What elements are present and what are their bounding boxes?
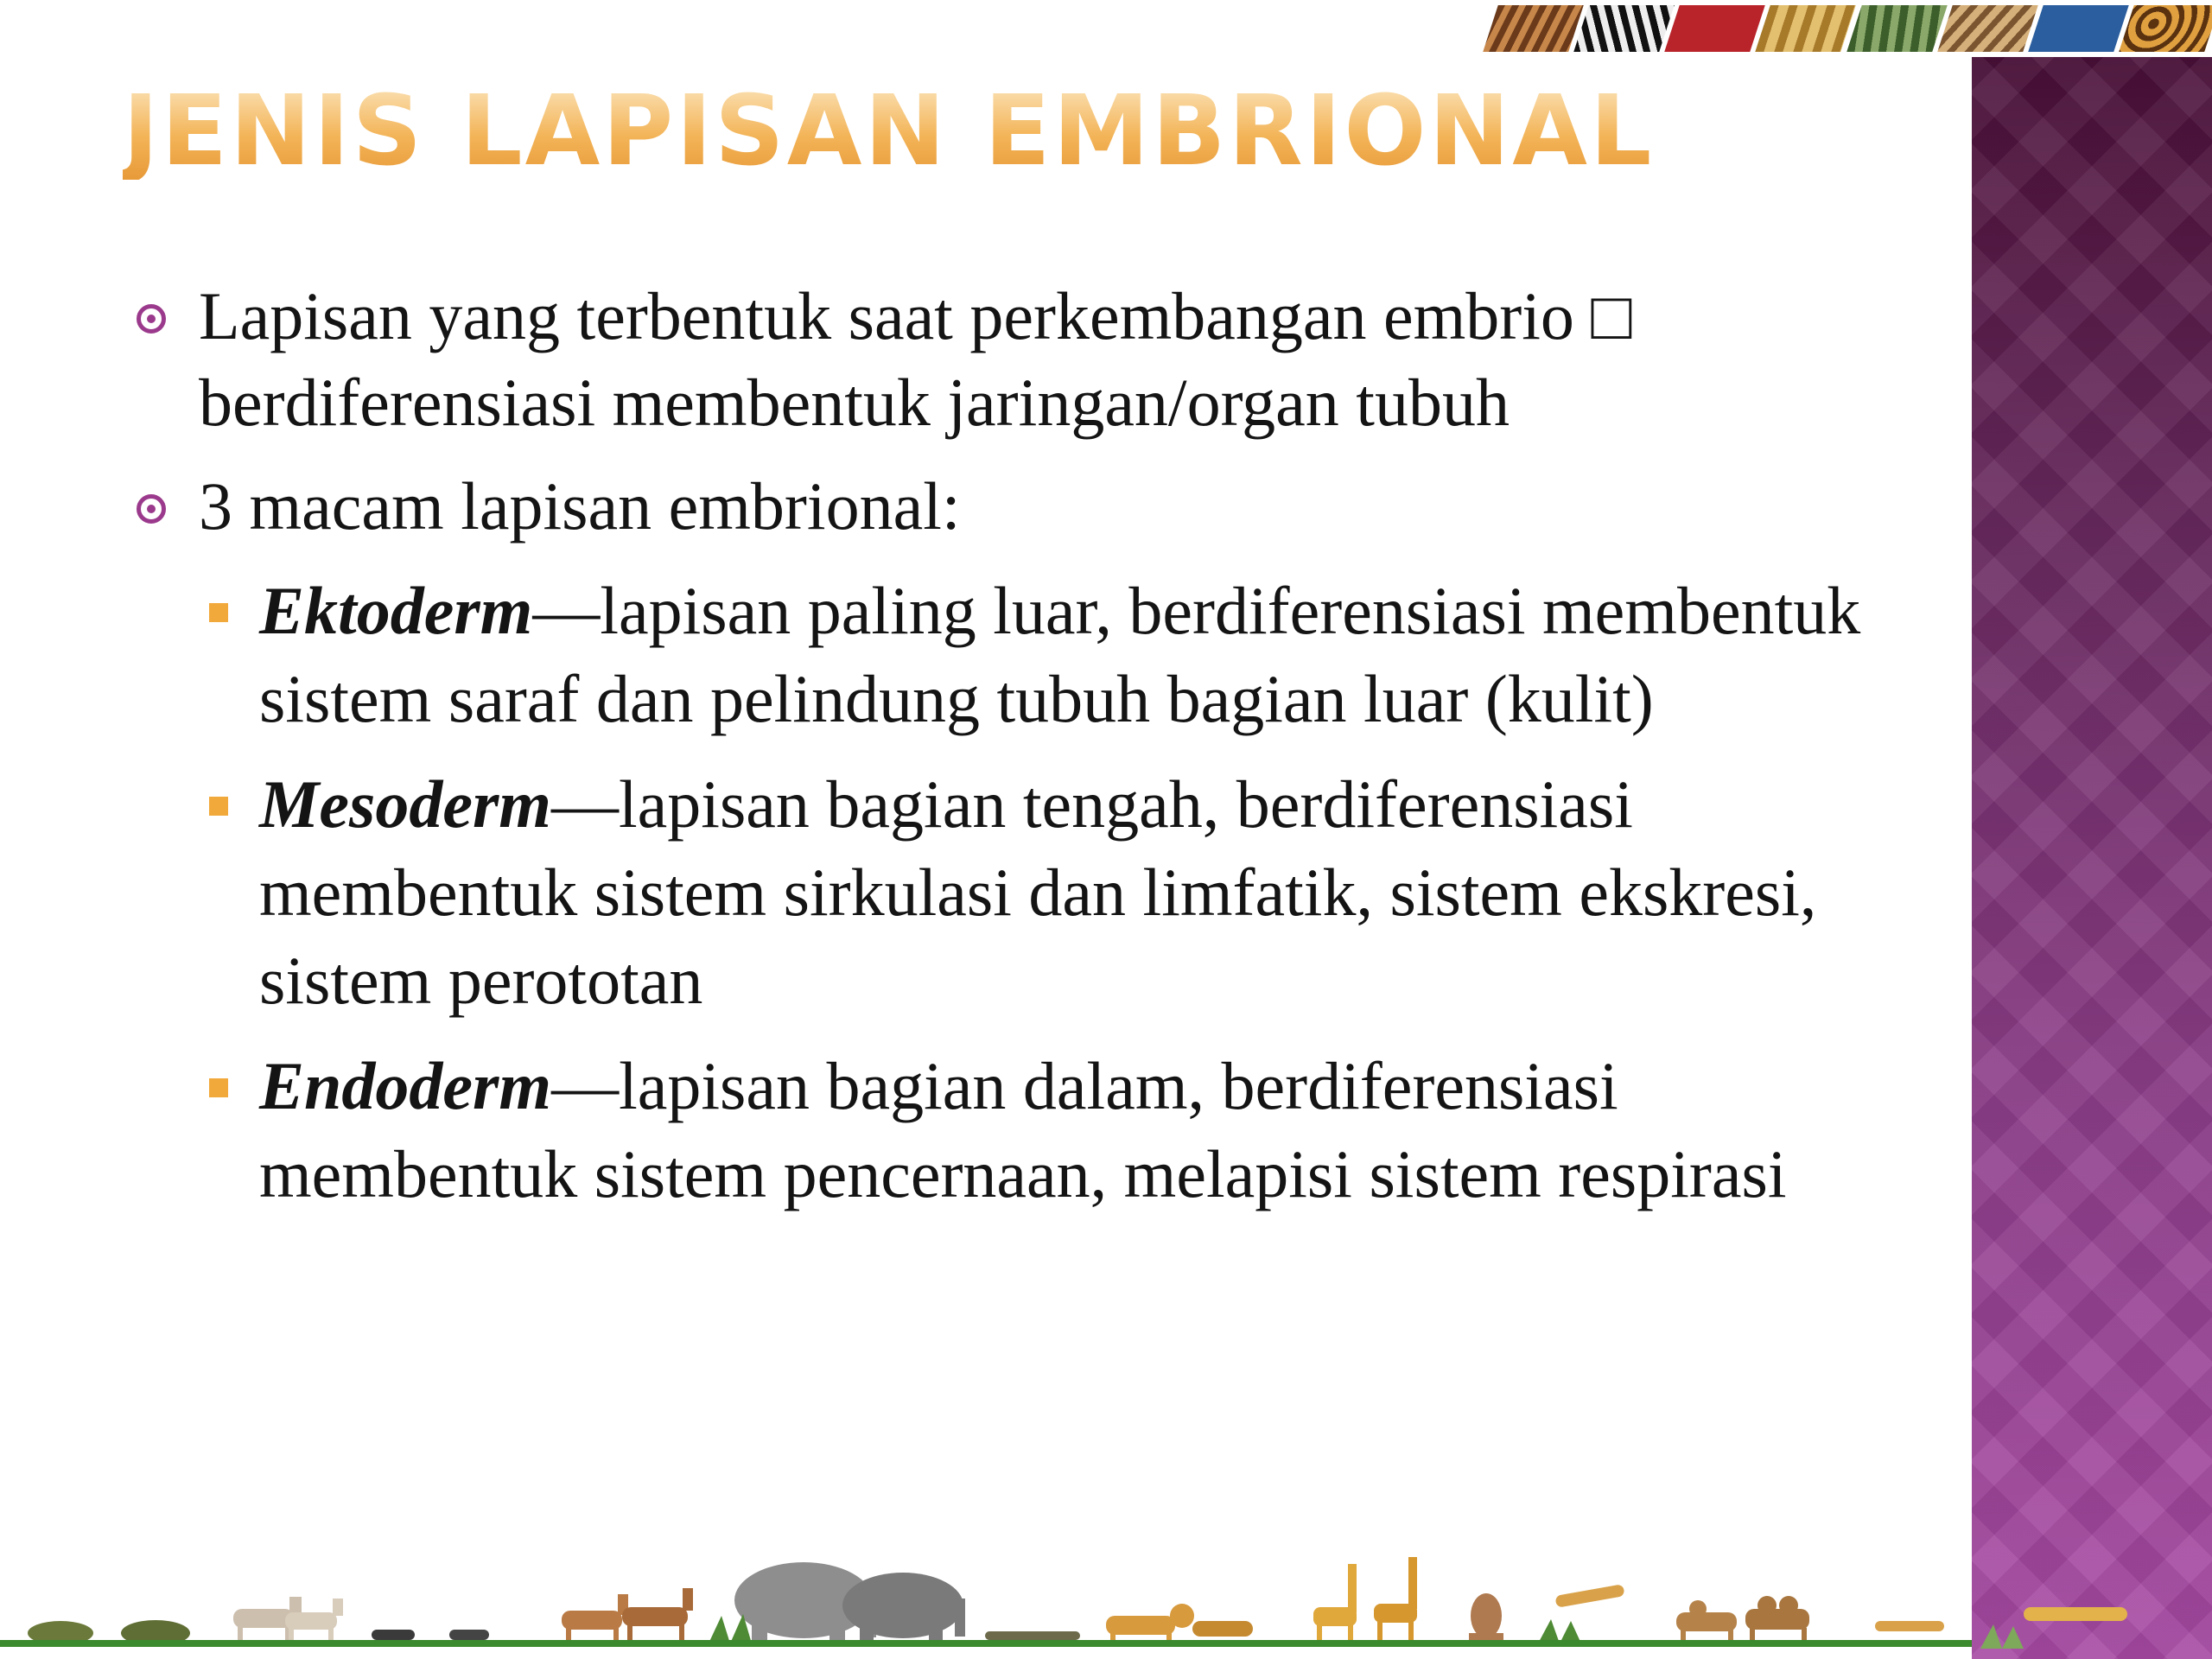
term-description: —lapisan paling luar, berdiferensiasi membentuk sistem saraf dan pelindung tubuh bagian luar (kulit): [259, 573, 1861, 736]
square-bullet-icon: [209, 603, 228, 622]
animal-print-tile: [1573, 5, 1675, 52]
cheetah-icon: [1875, 1621, 1944, 1631]
small-animal-icon: [372, 1630, 415, 1640]
animal-print-tile: [1937, 5, 2038, 52]
cheetah-icon: [1554, 1584, 1624, 1608]
sub-bullet-item-mesoderm: [130, 760, 1927, 1025]
elephant-icon: [842, 1573, 965, 1643]
animal-print-tile: [1664, 5, 1765, 52]
camel-icon: [1676, 1600, 1737, 1643]
lioness-icon: [1192, 1621, 1253, 1637]
bullet-text: 3 macam lapisan embrional:: [199, 468, 961, 543]
camel-icon: [1745, 1596, 1809, 1643]
animal-print-strip: [1491, 5, 2212, 52]
side-decorative-band: [1972, 57, 2212, 1659]
lion-icon: [1106, 1604, 1194, 1643]
ground-line: [0, 1640, 1972, 1647]
term-ektoderm: Ektoderm: [259, 573, 533, 648]
deer-icon: [622, 1588, 693, 1642]
kangaroo-icon: [1469, 1593, 1503, 1640]
term-description: —lapisan bagian tengah, berdiferensiasi membentuk sistem sirkulasi dan limfatik, sistem ekskresi, sistem perototan: [259, 766, 1817, 1018]
savanna-animals-decoration: [0, 1547, 1972, 1646]
animal-print-tile: [1756, 5, 1857, 52]
leopard-decoration: [1972, 1581, 2212, 1650]
term-description: —lapisan bagian dalam, berdiferensiasi membentuk sistem pencernaan, melapisi sistem respirasi: [259, 1048, 1787, 1211]
grass-icon: [1980, 1624, 2024, 1649]
circle-bullet-icon: [137, 494, 166, 524]
animal-print-tile: [2119, 5, 2212, 52]
sub-bullet-item-endoderm: [130, 1042, 1927, 1218]
square-bullet-icon: [209, 1078, 228, 1097]
slide-body: [130, 273, 1927, 1236]
circle-bullet-icon: [137, 304, 166, 334]
leopard-icon: [2024, 1607, 2127, 1621]
crocodile-icon: [985, 1631, 1080, 1640]
giraffe-icon: [1313, 1564, 1357, 1643]
small-animal-icon: [449, 1630, 489, 1640]
term-mesoderm: Mesoderm: [259, 766, 551, 842]
bullet-text: Lapisan yang terbentuk saat perkembangan embrio □ berdiferensiasi membentuk jaringan/organ tubuh: [199, 278, 1632, 440]
term-endoderm: Endoderm: [259, 1048, 552, 1123]
bullet-item: [130, 463, 1927, 550]
slide-title: JENIS LAPISAN EMBRIONAL: [123, 75, 1655, 188]
animal-print-tile: [1847, 5, 1948, 52]
square-bullet-icon: [209, 797, 228, 816]
deer-icon: [562, 1594, 628, 1643]
sub-bullet-item-ektoderm: [130, 567, 1927, 743]
bullet-item: [130, 273, 1927, 446]
animal-print-tile: [1483, 5, 1584, 52]
giraffe-icon: [1374, 1557, 1417, 1643]
animal-print-tile: [2028, 5, 2129, 52]
